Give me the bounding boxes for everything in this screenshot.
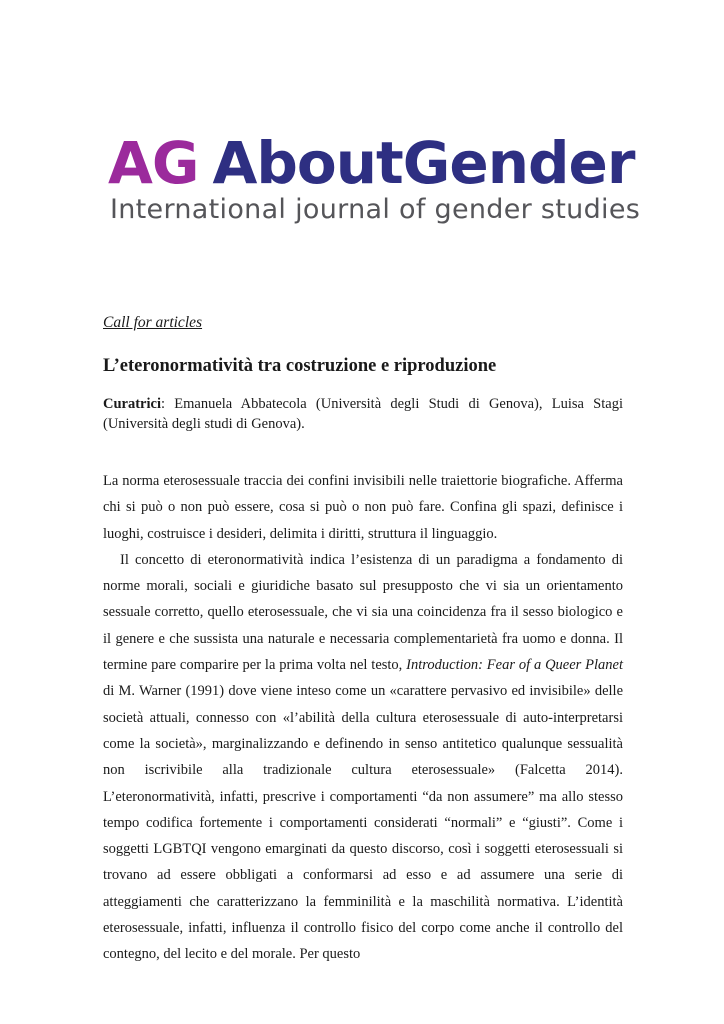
paragraph-2-part-b: di M. Warner (1991) dove viene inteso come un «carattere pervasivo ed invisibile» delle società attuali, connesso con «l’abilità della cultura eterosessuale di auto-interpretarsi come la società», marginalizzando e definendo in senso antitetico qualunque sessualità non iscrivibile alla tradizionale cultura eterosessuale» (Falcetta 2014). L’eteronormatività, infatti, prescrive i comportamenti “da non assumere” ma allo stesso tempo codifica fortemente i comportamenti considerati “normali” e “giusti”. Come i soggetti LGBTQI vengono emarginati da questo discorso, così i soggetti eterosessuali si trovano ad essere obbligati a conformarsi ad esso e ad assumere una serie di atteggiamenti che caratterizzano la femminilità e la maschilità normativa. L’identità eterosessuale, infatti, influenza il controllo fisico del corpo come anche il controllo del contegno, del lecito e del morale. Per questo (103, 683, 623, 963)
call-for-articles-heading: Call for articles (103, 314, 203, 331)
logo-wordmark (108, 130, 634, 196)
curators-label: Curatrici (103, 396, 161, 412)
logo-name: AboutGender (212, 129, 635, 197)
document-title: L’eteronormatività tra costruzione e riproduzione (103, 356, 497, 376)
cited-title: Introduction: Fear of a Queer Planet (406, 657, 623, 674)
paragraph-1: La norma eterosessuale traccia dei confini invisibili nelle traiettorie biografiche. Afferma chi si può o non può essere, cosa si può o non può fare. Confina gli spazi, definisce i luoghi, costruisce i desideri, delimita i diritti, struttura il linguaggio. (103, 473, 623, 542)
logo-ag: AG (108, 129, 199, 197)
journal-logo (108, 129, 641, 240)
paragraph-2-part-a: Il concetto di eteronormatività indica l’esistenza di un paradigma a fondamento di norme morali, sociali e giuridiche basato sul presupposto che vi sia un orientamento sessuale corretto, quello eterosessuale, che vi sia una coincidenza fra il sesso biologico e il genere e che sussista una naturale e necessaria complementarietà fra uomo e donna. Il termine pare comparire per la prima volta nel testo, (103, 551, 623, 674)
curators-line (103, 394, 623, 434)
paragraph-2 (103, 547, 623, 968)
curators-names: : Emanuela Abbatecola (Università degli Studi di Genova), Luisa Stagi (Università degli studi di Genova). (103, 396, 623, 432)
logo-subtitle: International journal of gender studies (110, 194, 641, 225)
document-content (103, 312, 623, 968)
body-text (103, 468, 623, 968)
